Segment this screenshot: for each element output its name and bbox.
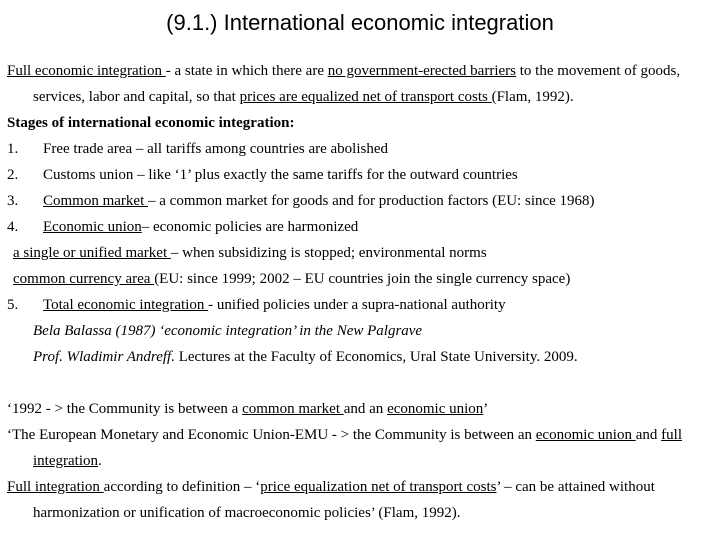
- reference-andreff: [7, 344, 715, 370]
- stage-term: Economic union: [43, 219, 142, 235]
- sub-item: [7, 240, 715, 266]
- definition-citation: (Flam, 1992).: [491, 89, 574, 105]
- stage-item: [7, 188, 715, 214]
- reference-text: Lectures at the Faculty of Economics, Ural State University. 2009.: [174, 349, 578, 365]
- quote-term: economic union: [387, 401, 484, 417]
- stage-number: 4.: [7, 219, 19, 235]
- term-full-economic-integration: Full economic integration: [7, 63, 166, 79]
- quote-full-integration: [7, 474, 715, 526]
- sub-item-text: – when subsidizing is stopped; environmental norms: [170, 245, 487, 261]
- quote-text: ’ – can be attained without harmonization or unification of macroeconomic policies’ (Flam, 1992).: [33, 479, 655, 521]
- definition-text: - a state in which there are: [165, 63, 328, 79]
- stage-text: Free trade area – all tariffs among countries are abolished: [43, 141, 388, 157]
- stage-item: [7, 214, 715, 240]
- quote-1992: [7, 396, 715, 422]
- quote-text: ‘The European Monetary and Economic Union-EMU - > the Community is between an: [7, 427, 536, 443]
- sub-item-text: (EU: since 1999; 2002 – EU countries join the single currency space): [154, 271, 571, 287]
- stage-text: - unified policies under a supra-national authority: [208, 297, 506, 313]
- stage-term: Common market: [43, 193, 148, 209]
- slide-body: [7, 58, 715, 526]
- stage-number: 2.: [7, 167, 19, 183]
- reference-author: Prof. Wladimir Andreff.: [33, 349, 175, 365]
- page-title: (9.1.) International economic integration: [166, 10, 554, 35]
- term-no-barriers: no government-erected barriers: [327, 63, 516, 79]
- quote-term: common market: [242, 401, 344, 417]
- stage-item: [7, 292, 715, 318]
- quote-text: and: [635, 427, 662, 443]
- stage-number: 3.: [7, 193, 19, 209]
- sub-item: [7, 266, 715, 292]
- sub-item-term: a single or unified market: [13, 245, 171, 261]
- stage-item: [7, 162, 715, 188]
- stage-item: [7, 136, 715, 162]
- sub-item-term: common currency area: [13, 271, 155, 287]
- quote-term: price equalization net of transport costs: [260, 479, 497, 495]
- stage-number: 1.: [7, 141, 19, 157]
- stages-heading: Stages of international economic integration:: [7, 115, 295, 131]
- quote-text: according to definition – ‘: [103, 479, 261, 495]
- quote-term: full integration: [33, 427, 682, 469]
- spacer: [7, 370, 715, 396]
- stage-term: Total economic integration: [43, 297, 209, 313]
- stage-text: Customs union – like ‘1’ plus exactly the same tariffs for the outward countries: [43, 167, 518, 183]
- quote-emu: [7, 422, 715, 474]
- definition-paragraph: [7, 58, 715, 110]
- quote-text: ‘1992 - > the Community is between a: [7, 401, 243, 417]
- term-prices-equalized: prices are equalized net of transport costs: [239, 89, 492, 105]
- stage-text: – a common market for goods and for production factors (EU: since 1968): [148, 193, 595, 209]
- quote-text: and an: [343, 401, 388, 417]
- quote-term: Full integration: [7, 479, 104, 495]
- stage-text: – economic policies are harmonized: [141, 219, 359, 235]
- definition-text: to the movement of goods, services, labor and capital, so that: [33, 63, 681, 105]
- stage-number: 5.: [7, 297, 19, 313]
- quote-term: economic union: [535, 427, 636, 443]
- quote-text: ’: [483, 401, 489, 417]
- quote-text: .: [97, 453, 102, 469]
- reference-balassa: Bela Balassa (1987) ‘economic integration’ in the New Palgrave: [33, 323, 423, 339]
